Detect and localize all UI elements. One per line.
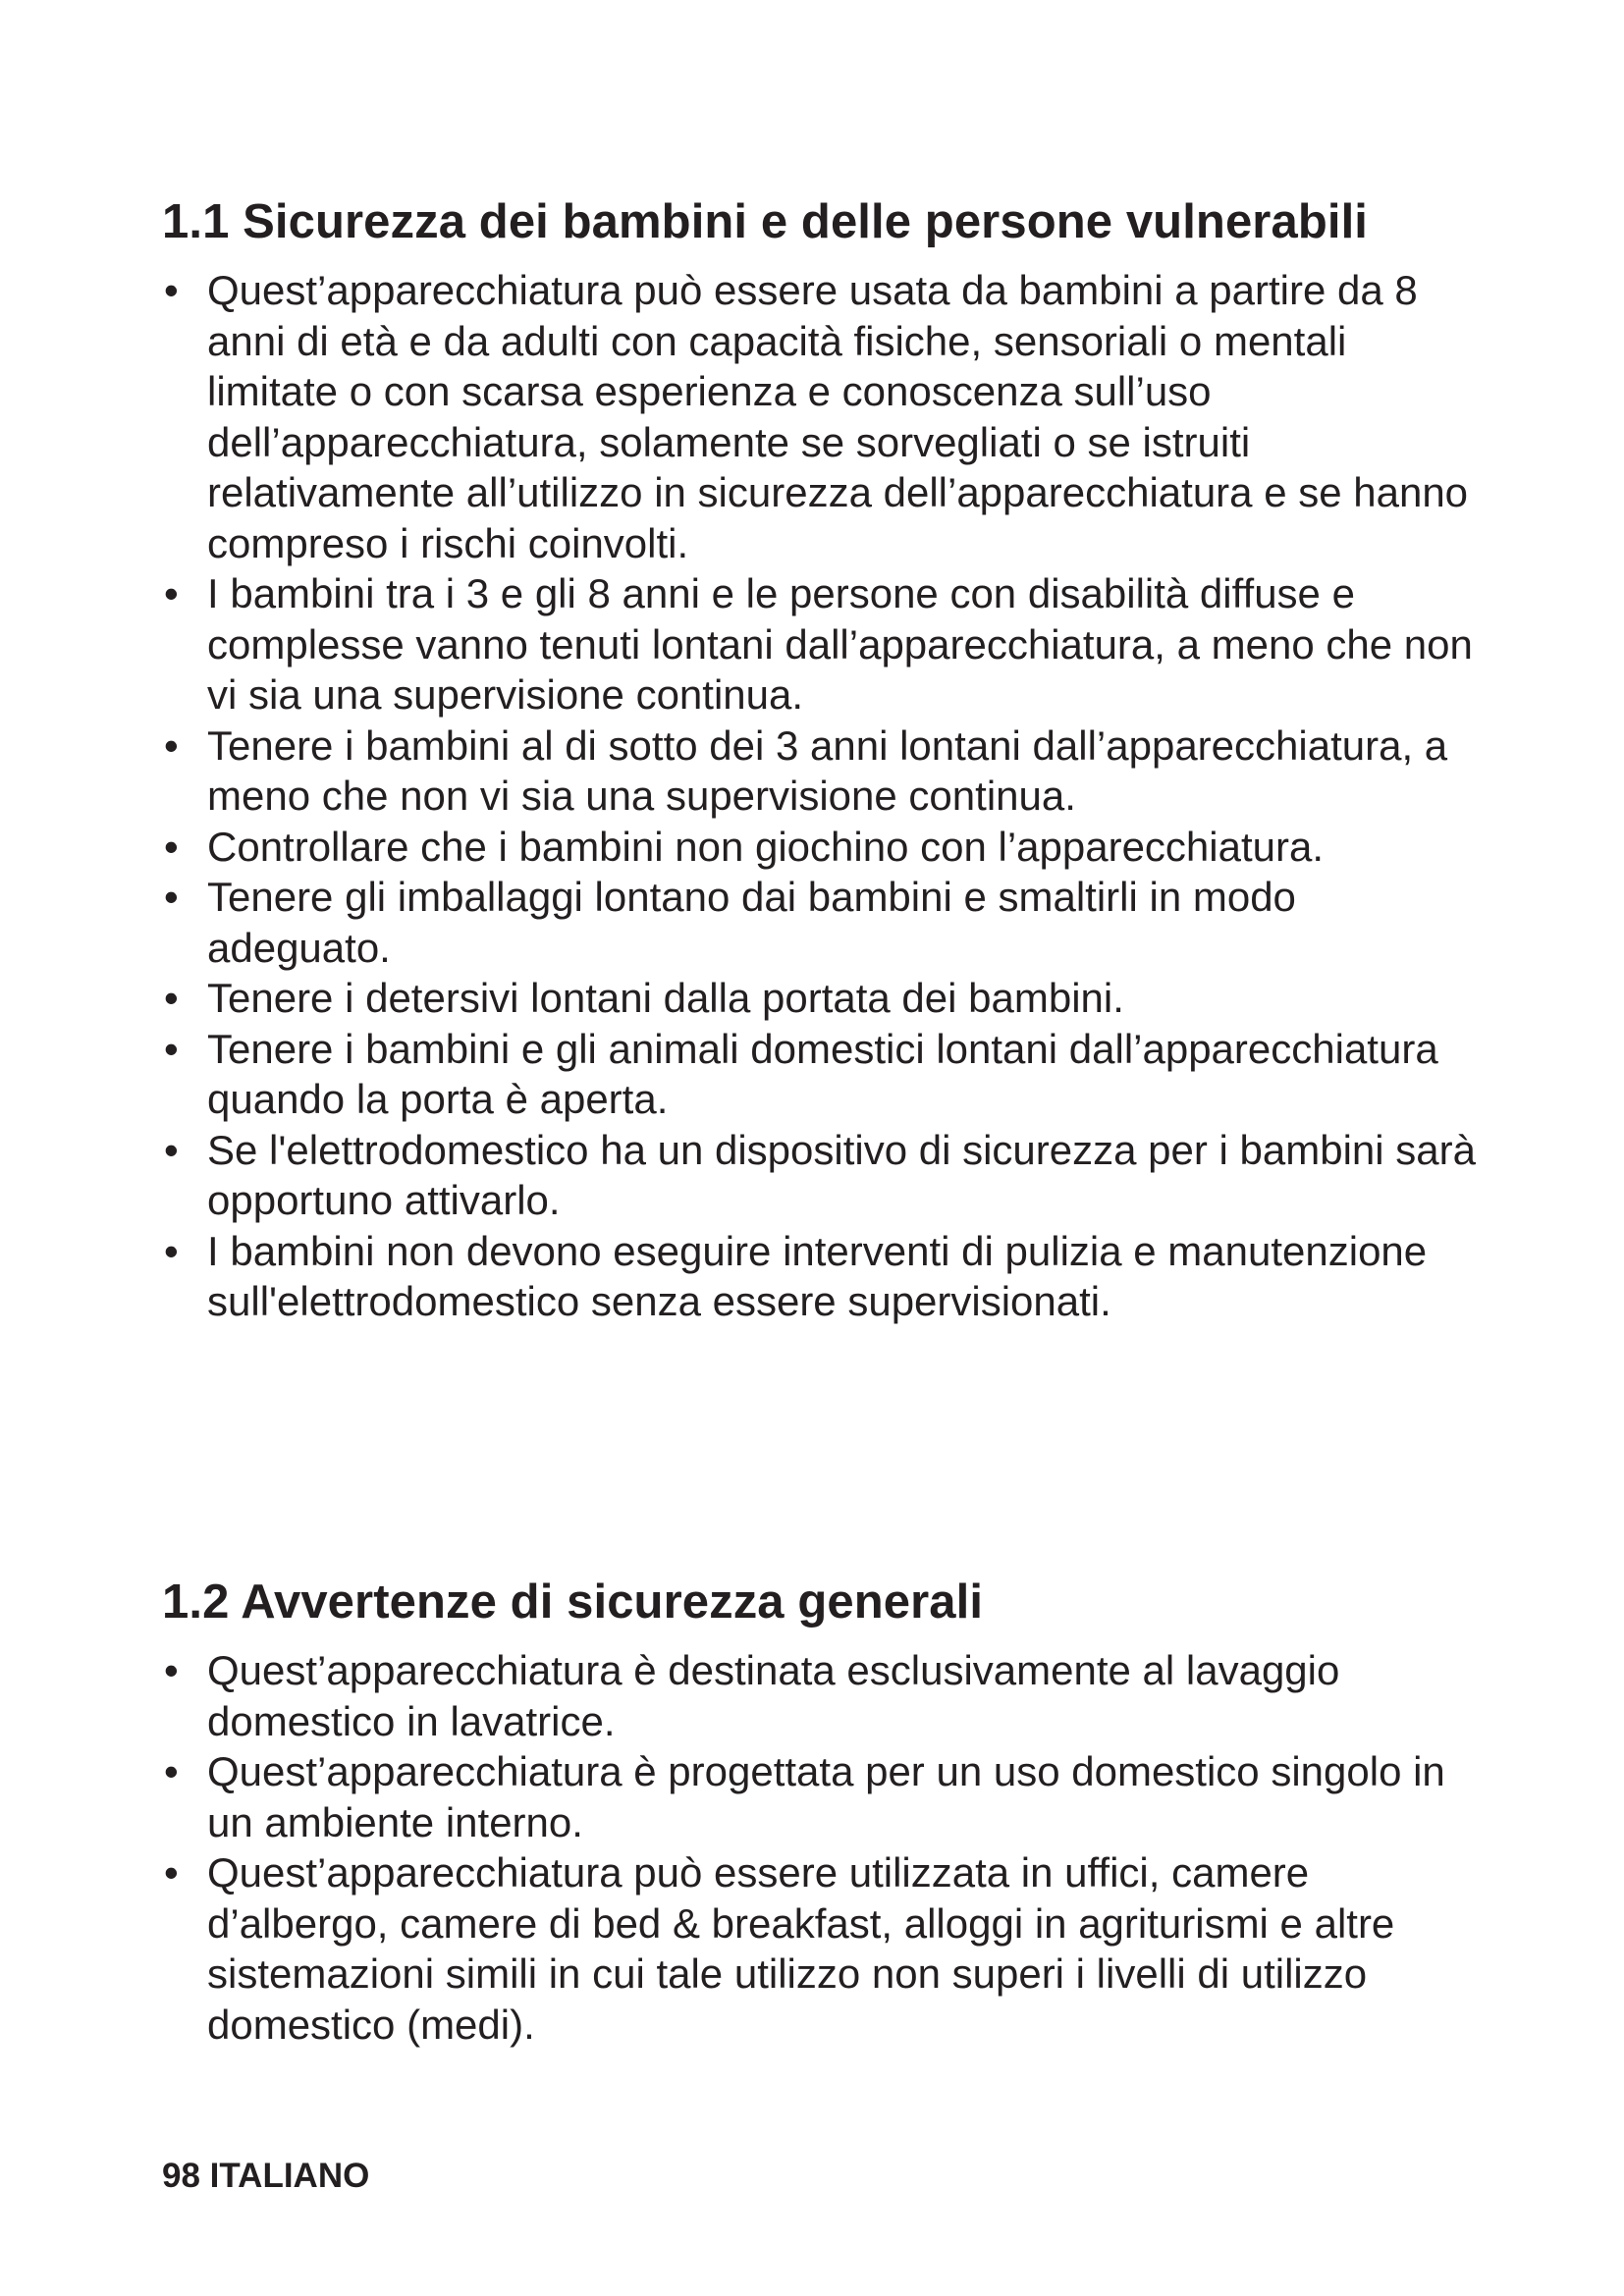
language-label: ITALIANO xyxy=(209,2157,370,2195)
section-general-safety xyxy=(162,1573,1478,2050)
list-item: • Tenere i bambini e gli animali domestici lontani dall’apparecchiatura quando la porta è aperta. xyxy=(162,1024,1478,1125)
list-item: • Quest’apparecchiatura è progettata per un uso domestico singolo in un ambiente interno. xyxy=(162,1746,1478,1847)
bullet-list xyxy=(162,1645,1478,2050)
list-item: • Quest’apparecchiatura può essere utilizzata in uffici, camere d’albergo, camere di bed & breakfast, alloggi in agriturismi e altre sistemazioni simili in cui tale utilizzo non superi i livelli di utilizzo domestico (medi). xyxy=(162,1847,1478,2050)
list-item: • Tenere gli imballaggi lontano dai bambini e smaltirli in modo adeguato. xyxy=(162,872,1478,973)
bullet-list xyxy=(162,265,1478,1327)
page-footer xyxy=(162,2157,369,2196)
list-item: • Controllare che i bambini non giochino con l’apparecchiatura. xyxy=(162,822,1478,873)
list-item: • I bambini non devono eseguire interventi di pulizia e manutenzione sull'elettrodomestico senza essere supervisionati. xyxy=(162,1226,1478,1327)
list-item: • Tenere i detersivi lontani dalla portata dei bambini. xyxy=(162,973,1478,1024)
section-child-safety xyxy=(162,192,1478,1327)
list-item: • Tenere i bambini al di sotto dei 3 anni lontani dall’apparecchiatura, a meno che non vi sia una supervisione continua. xyxy=(162,721,1478,822)
section-heading: 1.1 Sicurezza dei bambini e delle persone vulnerabili xyxy=(162,195,1369,248)
list-item: • Se l'elettrodomestico ha un dispositivo di sicurezza per i bambini sarà opportuno attivarlo. xyxy=(162,1125,1478,1226)
section-heading: 1.2 Avvertenze di sicurezza generali xyxy=(162,1575,984,1629)
list-item: • Quest’apparecchiatura è destinata esclusivamente al lavaggio domestico in lavatrice. xyxy=(162,1645,1478,1746)
list-item: • I bambini tra i 3 e gli 8 anni e le persone con disabilità diffuse e complesse vanno tenuti lontani dall’apparecchiatura, a meno che non vi sia una supervisione continua. xyxy=(162,568,1478,721)
page-number: 98 xyxy=(162,2157,200,2195)
list-item: • Quest’apparecchiatura può essere usata da bambini a partire da 8 anni di età e da adulti con capacità fisiche, sensoriali o mentali limitate o con scarsa esperienza e conoscenza sull’uso dell’apparecchiatura, solamente se sorvegliati o se istruiti relativamente all’utilizzo in sicurezza dell’apparecchiatura e se hanno compreso i rischi coinvolti. xyxy=(162,265,1478,568)
